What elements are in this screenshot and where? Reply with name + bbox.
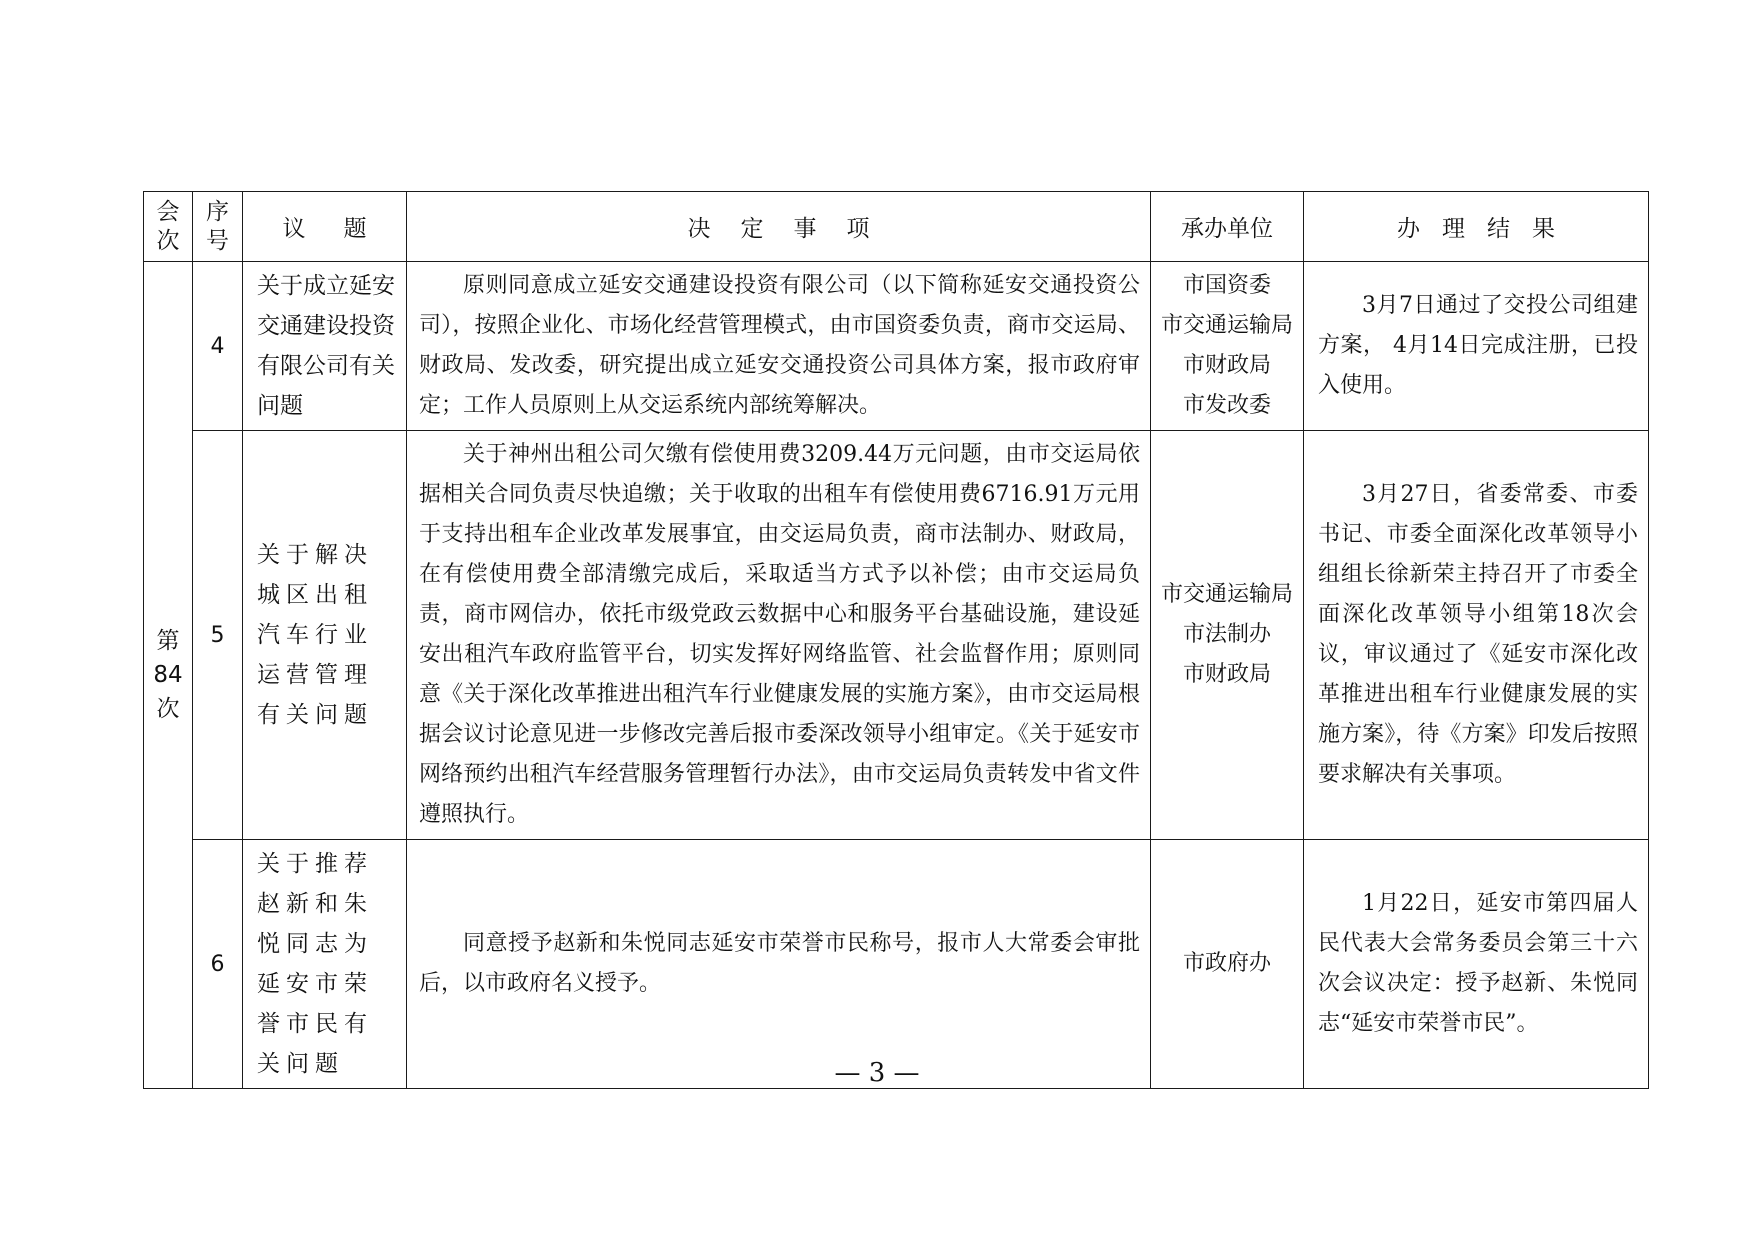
row-units (1151, 431, 1304, 840)
header-seq-line1: 序 (206, 198, 229, 225)
header-unit: 承办单位 (1151, 192, 1304, 262)
row-unit: 市财政局 (1182, 662, 1271, 687)
row-units (1151, 262, 1304, 431)
row-decision (407, 262, 1151, 431)
decision-table (143, 191, 1649, 1089)
header-session (144, 192, 193, 262)
header-result: 办理结果 (1304, 192, 1649, 262)
row-decision (407, 840, 1151, 1089)
row-units (1151, 840, 1304, 1089)
row-unit: 市法制办 (1182, 622, 1271, 647)
row-topic: 关于推荐赵新和朱悦同志为延安市荣誉市民有关问题 (243, 840, 407, 1089)
session-line1: 第 (156, 628, 180, 654)
session-line3: 次 (156, 696, 180, 722)
row-unit: 市政府办 (1182, 951, 1271, 976)
table-row (144, 431, 1649, 840)
row-unit: 市财政局 (1182, 353, 1271, 378)
row-result (1304, 840, 1649, 1089)
row-decision-text: 关于神州出租公司欠缴有偿使用费3209.44万元问题，由市交运局依据相关合同负责尽快追缴；关于收取的出租车有偿使用费6716.91万元用于支持出租车企业改革发展事宜，由交运局负责，商市法制办、财政局，在有偿使用费全部清缴完成后，采取适当方式予以补偿；由市交运局负责，商市网信办，依托市级党政云数据中心和服务平台基础设施，建设延安出租汽车政府监管平台，切实发挥好网络监管、社会监督作用；原则同意《关于深化改革推进出租汽车行业健康发展的实施方案》，由市交运局根据会议讨论意见进一步修改完善后报市委深改领导小组审定。《关于延安市网络预约出租汽车经营服务管理暂行办法》，由市交运局负责转发中省文件遵照执行。 (419, 442, 1140, 827)
row-unit: 市国资委 (1182, 273, 1271, 298)
row-seq: 5 (193, 431, 243, 840)
header-decision: 决定事项 (407, 192, 1151, 262)
session-cell (144, 262, 193, 1089)
row-seq: 4 (193, 262, 243, 431)
row-result (1304, 431, 1649, 840)
row-decision (407, 431, 1151, 840)
header-seq (193, 192, 243, 262)
row-unit: 市交通运输局 (1160, 582, 1293, 607)
row-result-text: 1月22日，延安市第四届人民代表大会常务委员会第三十六次会议决定：授予赵新、朱悦同志“延安市荣誉市民”。 (1318, 891, 1638, 1036)
page-number: — 3 — (834, 1058, 920, 1088)
row-result-text: 3月27日，省委常委、市委书记、市委全面深化改革领导小组组长徐新荣主持召开了市委全面深化改革领导小组第18次会议，审议通过了《延安市深化改革推进出租车行业健康发展的实施方案》，待《方案》印发后按照要求解决有关事项。 (1318, 482, 1638, 787)
table-header-row (144, 192, 1649, 262)
header-seq-line2: 号 (206, 227, 229, 254)
row-result (1304, 262, 1649, 431)
table-row (144, 840, 1649, 1089)
header-session-line1: 会 (156, 198, 180, 225)
row-topic: 关于解决城区出租汽车行业运营管理有关问题 (243, 431, 407, 840)
row-unit: 市发改委 (1182, 393, 1271, 418)
header-topic: 议题 (243, 192, 407, 262)
row-decision-text: 同意授予赵新和朱悦同志延安市荣誉市民称号，报市人大常委会审批后，以市政府名义授予。 (419, 931, 1140, 996)
row-seq: 6 (193, 840, 243, 1089)
row-unit: 市交通运输局 (1160, 313, 1293, 338)
row-topic: 关于成立延安交通建设投资有限公司有关问题 (243, 262, 407, 431)
table-row (144, 262, 1649, 431)
header-session-line2: 次 (156, 227, 180, 254)
row-result-text: 3月7日通过了交投公司组建方案， 4月14日完成注册，已投入使用。 (1318, 293, 1638, 398)
row-decision-text: 原则同意成立延安交通建设投资有限公司（以下简称延安交通投资公司），按照企业化、市场化经营管理模式，由市国资委负责，商市交运局、财政局、发改委，研究提出成立延安交通投资公司具体方案，报市政府审定；工作人员原则上从交运系统内部统筹解决。 (419, 273, 1140, 418)
session-line2: 84 (153, 662, 183, 688)
